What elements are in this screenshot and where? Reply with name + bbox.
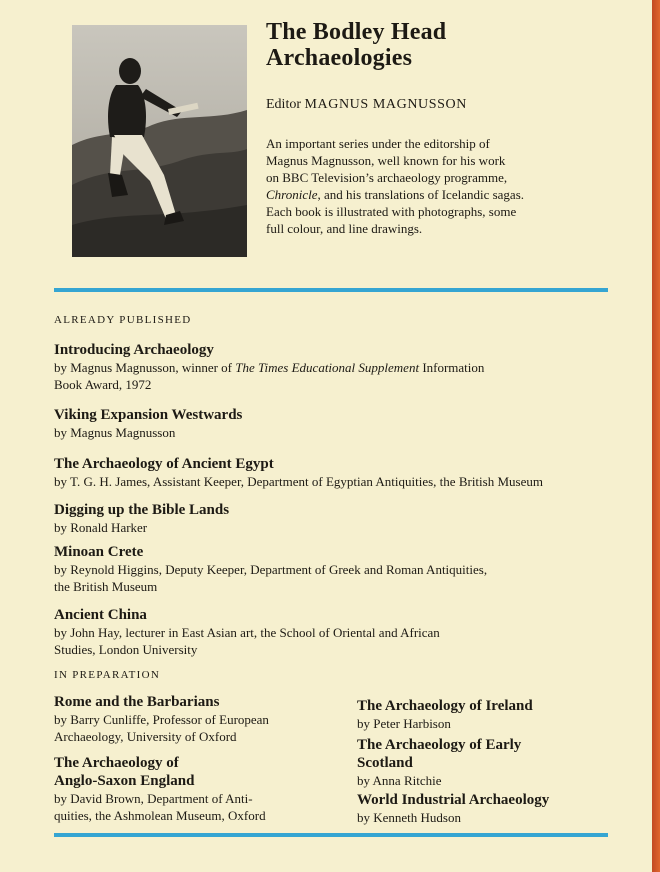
description-line: An important series under the editorship of <box>266 136 490 151</box>
published-book <box>54 543 614 595</box>
byline-text: by T. G. H. James, Assistant Keeper, Department of Egyptian Antiquities, the British Museum <box>54 474 543 489</box>
byline-text: by John Hay, lecturer in East Asian art, the School of Oriental and African <box>54 625 440 640</box>
byline-text: by Barry Cunliffe, Professor of European <box>54 712 269 727</box>
description-line: on BBC Television’s archaeology programme, <box>266 170 508 185</box>
byline-text: Book Award, 1972 <box>54 377 152 392</box>
byline-text: by Magnus Magnusson <box>54 425 176 440</box>
book-byline <box>357 715 612 732</box>
published-book <box>54 455 614 490</box>
bottom-rule <box>54 833 608 837</box>
book-byline <box>54 519 614 536</box>
book-byline <box>54 424 614 441</box>
book-byline <box>357 772 612 789</box>
series-title-line-1: The Bodley Head <box>266 19 447 45</box>
book-byline <box>54 359 614 393</box>
book-title-line: The Archaeology of <box>54 755 179 771</box>
editor-portrait-image <box>72 25 247 257</box>
description-line: Magnus Magnusson, well known for his work <box>266 153 506 168</box>
forthcoming-book <box>54 693 344 745</box>
book-byline-line <box>54 359 614 376</box>
forthcoming-book <box>357 791 612 826</box>
programme-title: Chronicle <box>266 187 318 202</box>
already-published-label: ALREADY PUBLISHED <box>54 314 192 326</box>
book-byline-line <box>357 715 612 732</box>
series-description <box>266 135 566 237</box>
byline-text: by David Brown, Department of Anti- <box>54 791 253 806</box>
book-byline-line <box>54 473 614 490</box>
byline-text: by Peter Harbison <box>357 716 451 731</box>
book-title: Digging up the Bible Lands <box>54 502 230 518</box>
book-byline-line <box>54 578 614 595</box>
forthcoming-book <box>54 754 344 824</box>
editor-prefix: Editor <box>266 97 301 112</box>
book-byline-line <box>357 772 612 789</box>
byline-text: by Reynold Higgins, Deputy Keeper, Department of Greek and Roman Antiquities, <box>54 562 488 577</box>
book-byline-line <box>357 809 612 826</box>
byline-text: Archaeology, University of Oxford <box>54 729 237 744</box>
book-title <box>54 693 344 711</box>
description-line <box>266 186 566 203</box>
book-byline-line <box>54 519 614 536</box>
byline-text: Information <box>419 360 485 375</box>
book-byline-line <box>54 807 344 824</box>
byline-text: by Kenneth Hudson <box>357 810 461 825</box>
byline-text: the British Museum <box>54 579 158 594</box>
book-byline-line <box>54 376 614 393</box>
published-book <box>54 406 614 441</box>
book-title-line: Scotland <box>357 755 413 771</box>
book-title-line: Anglo-Saxon England <box>54 773 195 789</box>
book-title <box>357 791 612 809</box>
book-title: The Archaeology of Ancient Egypt <box>54 456 274 472</box>
byline-text: quities, the Ashmolean Museum, Oxford <box>54 808 266 823</box>
book-byline <box>54 561 614 595</box>
book-title: Minoan Crete <box>54 544 144 560</box>
book-title-line: The Archaeology of Ireland <box>357 698 533 714</box>
book-title-line: The Archaeology of Early <box>357 737 522 753</box>
description-line: full colour, and line drawings. <box>266 221 423 236</box>
spine-edge <box>652 0 660 872</box>
book-byline <box>54 473 614 490</box>
forthcoming-book <box>357 697 612 732</box>
byline-text: Studies, London University <box>54 642 198 657</box>
in-preparation-label: IN PREPARATION <box>54 669 161 681</box>
description-text: , and his translations of Icelandic sagas. <box>317 187 525 202</box>
book-byline-line <box>54 728 344 745</box>
book-byline-line <box>54 624 614 641</box>
published-book <box>54 606 614 658</box>
published-book <box>54 341 614 393</box>
book-title <box>357 736 612 772</box>
byline-text: by Magnus Magnusson, winner of <box>54 360 236 375</box>
forthcoming-book <box>357 736 612 789</box>
description-line: Each book is illustrated with photographs, some <box>266 204 517 219</box>
book-title <box>54 754 344 790</box>
book-byline-line <box>54 641 614 658</box>
top-rule <box>54 288 608 292</box>
book-title: Introducing Archaeology <box>54 342 214 358</box>
book-byline <box>54 624 614 658</box>
editor-credit <box>266 97 467 113</box>
book-byline <box>357 809 612 826</box>
book-byline-line <box>54 711 344 728</box>
book-byline-line <box>54 790 344 807</box>
book-byline-line <box>54 424 614 441</box>
book-title <box>357 697 612 715</box>
byline-text: by Ronald Harker <box>54 520 148 535</box>
book-byline-line <box>54 561 614 578</box>
book-byline <box>54 711 344 745</box>
book-title-line: Rome and the Barbarians <box>54 694 220 710</box>
editor-name: MAGNUS MAGNUSSON <box>304 97 467 112</box>
book-title-line: World Industrial Archaeology <box>357 792 550 808</box>
editor-portrait-photo <box>72 25 247 257</box>
publication-title: The Times Educational Supplement <box>235 360 420 375</box>
series-title-line-2: Archaeologies <box>266 45 413 71</box>
byline-text: by Anna Ritchie <box>357 773 442 788</box>
series-title <box>266 19 446 71</box>
published-book <box>54 501 614 536</box>
book-byline <box>54 790 344 824</box>
book-title: Viking Expansion Westwards <box>54 407 243 423</box>
book-title: Ancient China <box>54 607 147 623</box>
